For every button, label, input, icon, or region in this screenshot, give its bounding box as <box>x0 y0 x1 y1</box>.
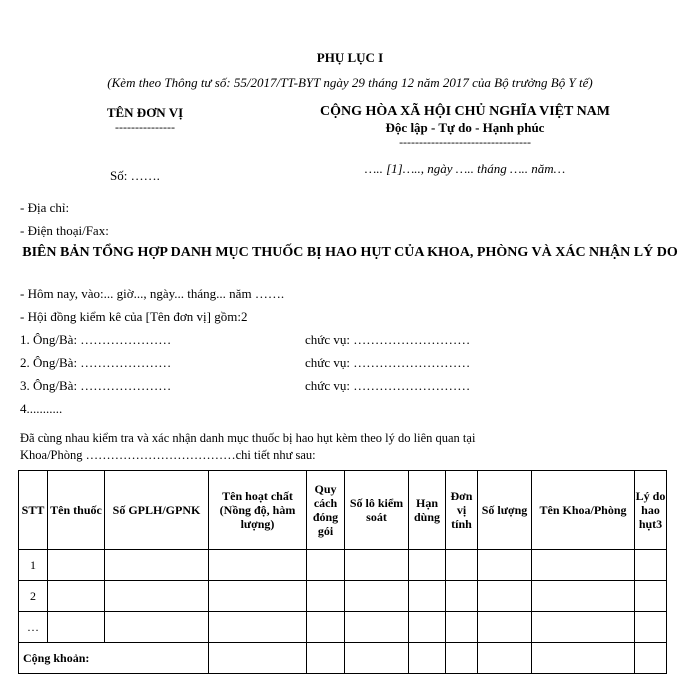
table-cell <box>532 581 635 612</box>
table-cell <box>478 643 532 674</box>
drug-shortage-table <box>18 470 667 674</box>
table-cell <box>345 643 409 674</box>
country-name: CỘNG HÒA XÃ HỘI CHỦ NGHĨA VIỆT NAM <box>319 104 610 119</box>
table-cell <box>409 612 446 643</box>
table-cell <box>307 643 345 674</box>
table-cell <box>209 581 307 612</box>
table-cell <box>105 550 209 581</box>
table-cell <box>409 550 446 581</box>
column-header: Đơn vị tính <box>446 471 478 550</box>
member-position: chức vụ: ……………………… <box>305 332 471 347</box>
column-header: Số lô kiểm soát <box>345 471 409 550</box>
table-cell <box>345 612 409 643</box>
national-motto: Độc lập - Tự do - Hạnh phúc <box>385 120 545 135</box>
table-cell <box>105 612 209 643</box>
appendix-title: PHỤ LỤC I <box>316 50 384 65</box>
table-cell <box>307 550 345 581</box>
phone-field: - Điện thoại/Fax: <box>20 223 109 238</box>
table-cell <box>345 581 409 612</box>
table-cell <box>48 550 105 581</box>
member-4: 4........... <box>20 401 63 416</box>
column-header: Tên Khoa/Phòng <box>532 471 635 550</box>
member-name: 2. Ông/Bà: ………………… <box>20 355 172 370</box>
column-header: Tên hoạt chất (Nồng độ, hàm lượng) <box>209 471 307 550</box>
table-row <box>19 612 667 643</box>
address-field: - Địa chỉ: <box>20 200 70 215</box>
council-members-intro: - Hội đồng kiểm kê của [Tên đơn vị] gồm:2 <box>20 309 248 324</box>
table-cell <box>105 581 209 612</box>
column-header: Số lượng <box>478 471 532 550</box>
document-number: Số: ……. <box>110 168 160 183</box>
appendix-subtitle: (Kèm theo Thông tư số: 55/2017/TT-BYT ngày 29 tháng 12 năm 2017 của Bộ trưởng Bộ Y tế) <box>107 75 593 90</box>
table-cell <box>446 612 478 643</box>
table-total-row <box>19 643 667 674</box>
table-cell <box>307 612 345 643</box>
motto-underline: --------------------------------- <box>399 135 531 149</box>
confirmation-line-1: Đã cùng nhau kiểm tra và xác nhận danh mục thuốc bị hao hụt kèm theo lý do liên quan tại <box>20 431 476 445</box>
date-line: ….. [1]….., ngày ….. tháng ….. năm… <box>364 161 566 176</box>
table-cell <box>478 581 532 612</box>
column-header: Tên thuốc <box>48 471 105 550</box>
table-cell <box>635 643 667 674</box>
table-cell <box>209 643 307 674</box>
member-name: 1. Ông/Bà: ………………… <box>20 332 172 347</box>
table-cell <box>635 550 667 581</box>
column-header: Hạn dùng <box>409 471 446 550</box>
unit-name: TÊN ĐƠN VỊ <box>106 105 184 120</box>
column-header: STT <box>19 471 48 550</box>
meeting-time: - Hôm nay, vào:... giờ..., ngày... tháng... năm ……. <box>20 286 285 301</box>
row-index: 1 <box>19 550 48 581</box>
table-cell <box>48 581 105 612</box>
table-cell <box>345 550 409 581</box>
table-cell <box>209 612 307 643</box>
appendix-header <box>0 50 700 91</box>
table-cell <box>478 550 532 581</box>
table-cell <box>478 612 532 643</box>
national-header <box>300 104 630 148</box>
table-cell <box>532 612 635 643</box>
column-header: Số GPLH/GPNK <box>105 471 209 550</box>
table-cell <box>446 550 478 581</box>
table-cell <box>635 581 667 612</box>
table-row <box>19 550 667 581</box>
table-cell <box>48 612 105 643</box>
confirmation-line-2: Khoa/Phòng ………………………………chi tiết như sau: <box>20 448 316 462</box>
member-name: 3. Ông/Bà: ………………… <box>20 378 172 393</box>
unit-underline: --------------- <box>115 120 175 134</box>
table-cell <box>532 643 635 674</box>
table-cell <box>532 550 635 581</box>
table-cell <box>409 643 446 674</box>
report-title: BIÊN BẢN TỔNG HỢP DANH MỤC THUỐC BỊ HAO HỤT CỦA KHOA, PHÒNG VÀ XÁC NHẬN LÝ DO <box>22 245 678 260</box>
unit-header <box>70 105 220 133</box>
column-header: Lý do hao hụt3 <box>635 471 667 550</box>
row-index: 2 <box>19 581 48 612</box>
table-cell <box>307 581 345 612</box>
table-header-row <box>19 471 667 550</box>
total-label: Cộng khoản: <box>19 643 209 674</box>
table-row <box>19 581 667 612</box>
table-cell <box>446 581 478 612</box>
table-cell <box>409 581 446 612</box>
table-cell <box>635 612 667 643</box>
table-cell <box>209 550 307 581</box>
row-index: … <box>19 612 48 643</box>
column-header: Quy cách đóng gói <box>307 471 345 550</box>
table-cell <box>446 643 478 674</box>
member-position: chức vụ: ……………………… <box>305 378 471 393</box>
member-position: chức vụ: ……………………… <box>305 355 471 370</box>
